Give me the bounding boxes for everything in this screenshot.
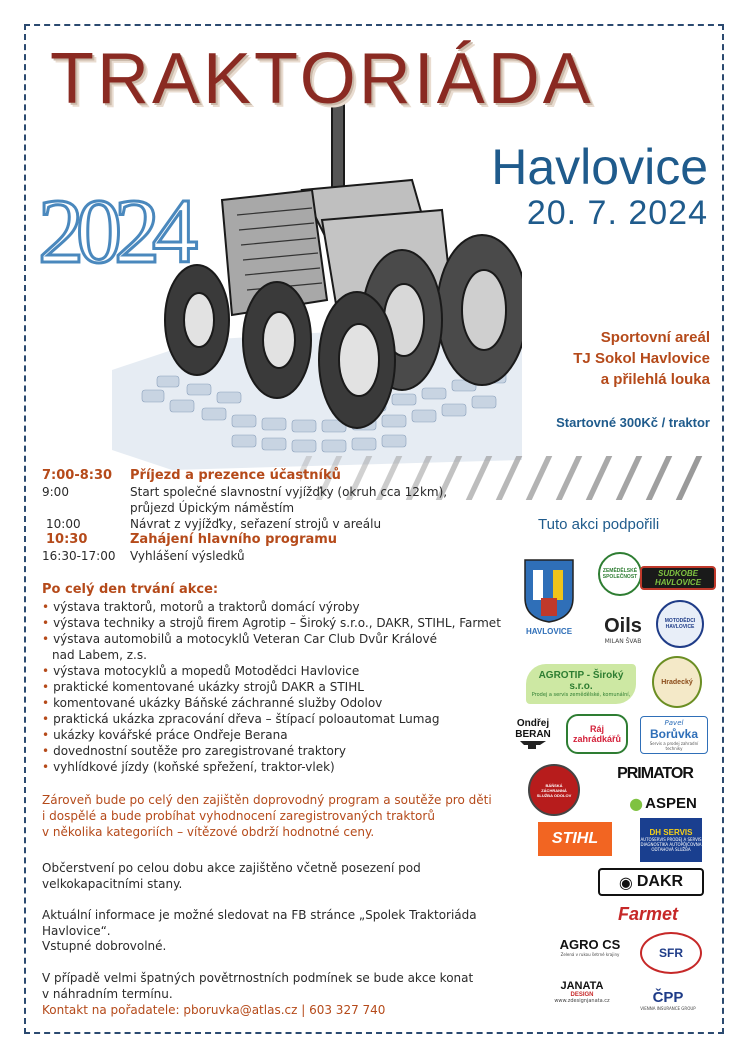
schedule-row (42, 484, 462, 500)
schedule-time: 10:00 (46, 517, 81, 531)
cpp-logo-text: ČPP (652, 989, 684, 1006)
dakr-logo-text: DAKR (636, 873, 684, 890)
boruvka-logo-text-1: Pavel (664, 719, 684, 727)
schedule-time: 9:00 (42, 485, 69, 499)
program-item: • komentované ukázky Báňské záchranné služby Odolov (42, 695, 512, 711)
contact-line: Kontakt na pořadatele: pboruvka@atlas.cz | 603 327 740 (42, 1003, 386, 1017)
boruvka-logo-text-2: Borůvka (649, 727, 699, 741)
schedule-text: Start společné slavnostní vyjížďky (okruh cca 12km), (130, 485, 448, 499)
dakr-logo (598, 868, 704, 896)
venue-line: Sportovní areál (600, 329, 710, 346)
schedule-time (42, 500, 130, 516)
program-item: • dovednostní soutěže pro zaregistrované traktory (42, 743, 512, 759)
stihl-logo (538, 822, 612, 856)
event-year: 2024 (38, 180, 190, 282)
paragraph-line: velkokapacitními stany. (42, 877, 183, 891)
schedule-text: Příjezd a prezence účastníků (130, 468, 341, 483)
program-item: • výstava automobilů a motocyklů Veteran Car Club Dvůr Králové (42, 631, 512, 647)
program-item: • výstava motocyklů a mopedů Motodědci Havlovice (42, 663, 512, 679)
schedule-text: Návrat z vyjížďky, seřazení strojů v areálu (130, 517, 382, 531)
agrotip-logo-text: AGROTIP - Široký s.r.o. (538, 670, 624, 692)
allday-program (42, 582, 512, 775)
motodedci-logo-text: MOTODĚDCI HAVLOVICE (664, 618, 696, 630)
farmet-logo-text: Farmet (617, 903, 679, 924)
hradecky-logo-text: Hradecký (661, 678, 693, 686)
paragraph-line: V případě velmi špatných povětrnostních podmínek se bude akce konat (42, 971, 474, 985)
program-item: • praktická ukázka zpracování dřeva – štípací poloautomat Lumag (42, 711, 512, 727)
sudkobe-logo (640, 566, 716, 590)
allday-title: Po celý den trvání akce: (42, 582, 219, 597)
program-item-continuation: nad Labem, z.s. (52, 648, 147, 662)
beran-logo-text-2: BERAN (515, 729, 551, 740)
refreshments-paragraph (42, 860, 532, 892)
schedule-row (42, 548, 462, 564)
odolov-rescue-logo (528, 764, 580, 816)
event-date: 20. 7. 2024 (526, 194, 708, 232)
primator-logo (610, 764, 700, 784)
sponsors-heading: Tuto akci podpořili (538, 516, 660, 533)
schedule-text: Vyhlášení výsledků (130, 549, 245, 563)
farmet-logo (606, 902, 690, 926)
aspen-logo (622, 792, 704, 814)
raj-logo-text: Ráj zahrádkářů (572, 724, 622, 744)
venue-line: a přilehlá louka (600, 371, 710, 388)
agrocs-logo-text: AGRO CS (559, 937, 621, 952)
odolov-logo-text: BÁŇSKÁ ZÁCHRANNÁ SLUŽBA ODOLOV (536, 782, 572, 798)
schedule-row (42, 532, 462, 548)
paragraph-line: Zároveň bude po celý den zajištěn doprovodný program a soutěže pro děti (42, 793, 492, 807)
havlovice-logo-text: HAVLOVICE (525, 627, 573, 636)
janata-url: www.zdesignjanata.cz (554, 998, 610, 1004)
schedule-time: 7:00-8:30 (42, 468, 113, 483)
schedule-text: Zahájení hlavního programu (130, 532, 338, 547)
anvil-icon (518, 740, 548, 750)
sfr-logo (640, 932, 702, 974)
janata-design-logo (544, 970, 620, 1014)
schedule-time: 16:30-17:00 (42, 549, 116, 563)
schedule-row (42, 468, 462, 484)
paragraph-line: v náhradním termínu. (42, 987, 173, 1001)
sfr-logo-text: SFR (659, 946, 683, 960)
venue-line: TJ Sokol Havlovice (573, 350, 710, 367)
oils-logo-subtext: MILAN ŠVAB (604, 638, 642, 645)
raj-zahradkaru-logo (566, 714, 628, 754)
havlovice-coat-of-arms-logo (516, 550, 582, 644)
schedule-row (42, 500, 462, 516)
program-item: • praktické komentované ukázky strojů DAKR a STIHL (42, 679, 512, 695)
schedule (42, 468, 462, 564)
primator-logo-text: PRIMATOR (617, 765, 693, 782)
ondrej-beran-logo (510, 712, 556, 756)
paragraph-line: Občerstvení po celou dobu akce zajištěno včetně posezení pod (42, 861, 421, 875)
program-item: • ukázky kovářské práce Ondřeje Berana (42, 727, 512, 743)
program-item: • vyhlídkové jízdy (koňské spřežení, traktor-vlek) (42, 759, 512, 775)
event-title: TRAKTORIÁDA (50, 39, 594, 119)
oils-logo-text: Oils (604, 615, 642, 637)
weather-paragraph (42, 970, 532, 1002)
leaf-icon: ● (629, 793, 644, 813)
hradecky-logo (652, 656, 702, 708)
schedule-text: průjezd Úpickým náměstím (130, 501, 295, 515)
zemedelske-spolecnost-logo (598, 552, 642, 596)
coat-of-arms-icon (523, 558, 575, 624)
janata-logo-subtext: DESIGN (570, 992, 594, 998)
schedule-time: 10:30 (46, 532, 88, 547)
cpp-logo-subtext: VIENNA INSURANCE GROUP (640, 1006, 696, 1011)
dh-logo-subtext: AUTOSERVIS PRODEJ A SERVIS DIAGNOSTIKA AUTOPŮJČOVNA ODTAHOVÁ SLUŽBA (640, 837, 702, 852)
agrotip-logo-subtext: Prodej a servis zemědělské, komunální, (531, 692, 631, 698)
entry-fee: Startovné 300Kč / traktor (556, 415, 710, 430)
agrocs-logo-subtext: Zelená v rukou šetrné krajiny (560, 952, 620, 957)
dh-logo-text: DH SERVIS (649, 828, 693, 837)
janata-logo-text: JANATA (560, 980, 604, 992)
motodedci-logo (656, 600, 704, 648)
agro-cs-logo (548, 932, 632, 962)
dh-servis-logo (640, 818, 702, 862)
agrotip-logo (526, 664, 636, 704)
entry-paragraph: Vstupné dobrovolné. (42, 939, 167, 953)
sudkobe-logo-text: SUDKOBE HAVLOVICE (654, 569, 702, 587)
zemedelske-logo-text: ZEMĚDĚLSKÉ SPOLEČNOST (602, 568, 638, 580)
program-item: • výstava traktorů, motorů a traktorů domácí výroby (42, 599, 512, 615)
schedule-row (42, 516, 462, 532)
beran-logo-text-1: Ondřej (516, 718, 550, 729)
competition-paragraph (42, 792, 532, 840)
cpp-logo (632, 984, 704, 1016)
dakr-circle-icon: ◉ (618, 872, 633, 892)
paragraph-line: i dospělé a bude probíhat vyhodnocení zaregistrovaných traktorů (42, 809, 435, 823)
oils-logo (598, 612, 648, 648)
program-item: • výstava techniky a strojů firem Agrotip – Široký s.r.o., DAKR, STIHL, Farmet (42, 615, 512, 631)
pavel-boruvka-logo (640, 716, 708, 754)
paragraph-line: v několika kategoriích – vítězové obdrží hodnotné ceny. (42, 825, 375, 839)
venue-block (573, 327, 710, 390)
boruvka-logo-subtext: Servis a prodej zahradní techniky (649, 741, 699, 751)
stihl-logo-text: STIHL (551, 830, 599, 847)
event-town: Havlovice (491, 139, 708, 195)
facebook-paragraph: Aktuální informace je možné sledovat na FB stránce „Spolek Traktoriáda Havlovice“. (42, 908, 477, 938)
aspen-logo-text: ASPEN (645, 794, 697, 812)
